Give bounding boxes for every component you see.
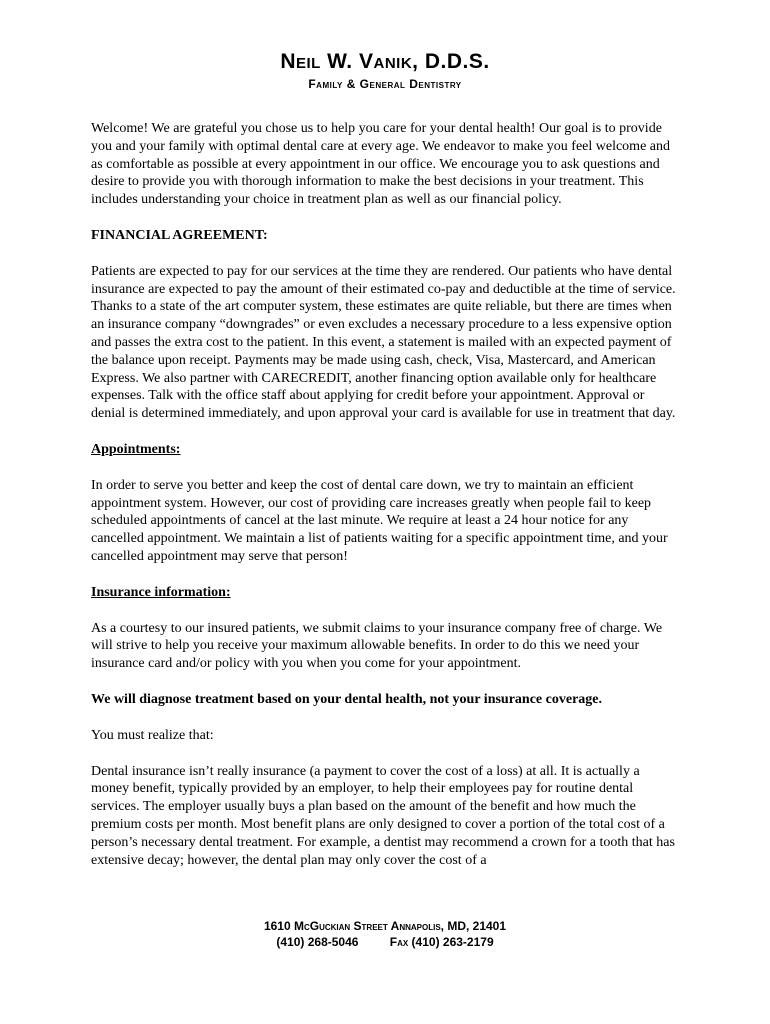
diagnose-statement: We will diagnose treatment based on your dental health, not your insurance coverage. — [91, 691, 602, 707]
intro-paragraph: Welcome! We are grateful you chose us to help you care for your dental health! Our goal is to provide you and your family with optimal dental care at every age. We endeavor to make you feel welcome and as comfortable as possible at every appointment in our office. We encourage you to ask questions and desire to provide you with thorough information to make the best decisions in your treatment. This includes understanding your choice in treatment plan as well as our financial policy. — [91, 121, 671, 208]
financial-agreement-paragraph: Patients are expected to pay for our services at the time they are rendered. Our patients who have dental insurance are expected to pay the amount of their estimated co-pay and deductible at the time of service. Thanks to a state of the art computer system, these estimates are quite reliable, but there are times when an insurance company “downgrades” or even excludes a necessary procedure to a less expensive option and passes the extra cost to the patient. In this event, a statement is mailed with an expected payment of the balance upon receipt. Payments may be made using cash, check, Visa, Mastercard, and American Express. We also partner with CARECREDIT, another financing option available only for healthcare expenses. Talk with the office staff about applying for credit before your appointment. Approval or denial is determined immediately, and upon approval your card is available for use in treatment that day. — [91, 263, 676, 422]
dentist-name: Neil W. Vanik, D.D.S. — [280, 50, 490, 73]
footer-contact — [0, 934, 770, 950]
letterhead — [0, 50, 770, 92]
practice-subtitle: Family & General Dentistry — [308, 77, 462, 91]
footer — [0, 918, 770, 950]
realize-line: You must realize that: — [91, 727, 214, 743]
document-body — [91, 120, 681, 887]
appointments-heading: Appointments: — [91, 441, 181, 457]
appointments-paragraph: In order to serve you better and keep the cost of dental care down, we try to maintain an efficient appointment system. However, our cost of providing care increases greatly when people fail to keep scheduled appointments of cancel at the last minute. We require at least a 24 hour notice for any cancelled appointment. We maintain a list of patients waiting for a specific appointment time, and your cancelled appointment may serve that person! — [91, 477, 668, 564]
footer-address: 1610 McGuckian Street Annapolis, MD, 21401 — [263, 919, 507, 933]
financial-agreement-heading: FINANCIAL AGREEMENT: — [91, 227, 268, 243]
footer-phone: (410) 268-5046 — [276, 935, 359, 949]
dental-insurance-paragraph: Dental insurance isn’t really insurance (a payment to cover the cost of a loss) at all. It is actually a money benefit, typically provided by an employer, to help their employees pay for routine dental services. The employer usually buys a plan based on the amount of the benefit and how much the premium costs per month. Most benefit plans are only designed to cover a portion of the total cost of a person’s necessary dental treatment. For example, a dentist may recommend a crown for a tooth that has extensive decay; however, the dental plan may only cover the cost of a — [91, 763, 675, 868]
insurance-paragraph: As a courtesy to our insured patients, we submit claims to your insurance company free of charge. We will strive to help you receive your maximum allowable benefits. In order to do this we need your insurance card and/or policy with you when you come for your appointment. — [91, 620, 663, 672]
insurance-heading: Insurance information: — [91, 584, 231, 600]
footer-fax: Fax (410) 263-2179 — [389, 935, 494, 949]
